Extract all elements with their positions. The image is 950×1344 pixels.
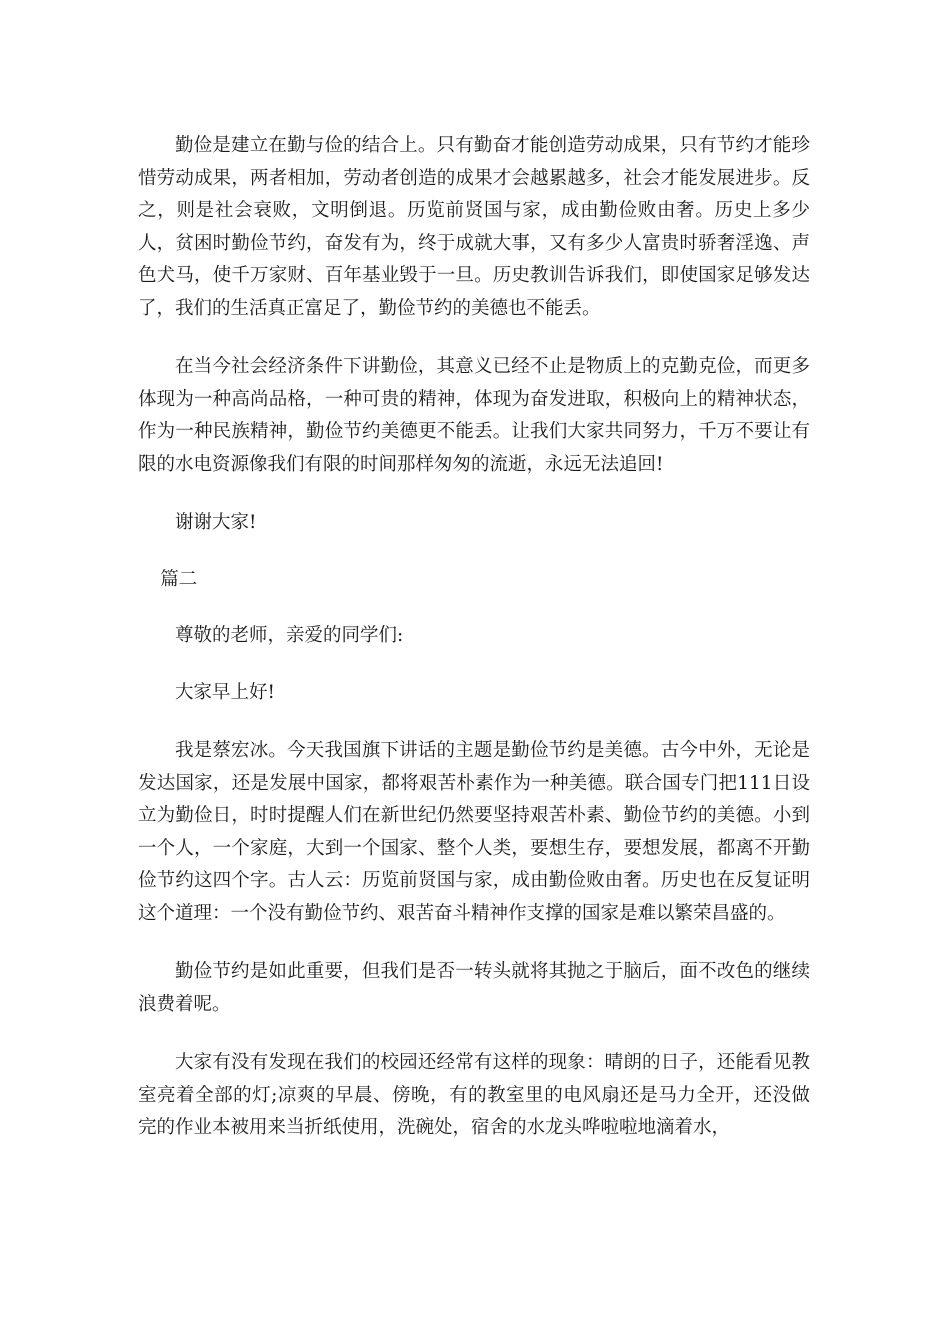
paragraph-salutation: 尊敬的老师，亲爱的同学们: bbox=[175, 625, 404, 646]
document-page bbox=[138, 130, 810, 1145]
paragraph-importance: 勤俭节约是如此重要，但我们是否一转头就将其抛之于脑后，面不改色的继续浪费着呢。 bbox=[138, 961, 810, 1015]
paragraph-speech-body: 我是蔡宏冰。今天我国旗下讲话的主题是勤俭节约是美德。古今中外，无论是发达国家，还是发展中国家，都将艰苦朴素作为一种美德。联合国专门把111日设立为勤俭日，时时提醒人们在新世纪仍然要坚持艰苦朴素、勤俭节约的美德。小到一个人，一个家庭，大到一个国家、整个人类，要想生存，要想发展，都离不开勤俭节约这四个字。古人云：历览前贤国与家，成由勤俭败由奢。历史也在反复证明这个道理：一个没有勤俭节约、艰苦奋斗精神作支撑的国家是难以繁荣昌盛的。 bbox=[138, 740, 810, 924]
section-title: 篇二 bbox=[160, 568, 198, 590]
paragraph-modern-meaning: 在当今社会经济条件下讲勤俭，其意义已经不止是物质上的克勤克俭，而更多体现为一种高尚品格，一种可贵的精神，体现为奋发进取，积极向上的精神状态，作为一种民族精神，勤俭节约美德更不能丢。让我们大家共同努力，千万不要让有限的水电资源像我们有限的时间那样匆匆的流逝，永远无法追回! bbox=[138, 356, 810, 475]
paragraph-campus-waste: 大家有没有发现在我们的校园还经常有这样的现象：晴朗的日子，还能看见教室亮着全部的灯;凉爽的早晨、傍晚，有的教室里的电风扇还是马力全开，还没做完的作业本被用来当折纸使用，洗碗处，宿舍的水龙头哗啦啦地滴着水， bbox=[138, 1052, 810, 1138]
paragraph-diligence-intro: 勤俭是建立在勤与俭的结合上。只有勤奋才能创造劳动成果，只有节约才能珍惜劳动成果，两者相加，劳动者创造的成果才会越累越多，社会才能发展进步。反之，则是社会衰败，文明倒退。历览前贤国与家，成由勤俭败由奢。历史上多少人，贫困时勤俭节约，奋发有为，终于成就大事，又有多少人富贵时骄奢淫逸、声色犬马，使千万家财、百年基业毁于一旦。历史教训告诉我们，即使国家足够发达了，我们的生活真正富足了，勤俭节约的美德也不能丢。 bbox=[138, 135, 810, 319]
paragraph-thanks: 谢谢大家! bbox=[175, 512, 257, 533]
paragraph-greeting: 大家早上好! bbox=[175, 681, 275, 703]
